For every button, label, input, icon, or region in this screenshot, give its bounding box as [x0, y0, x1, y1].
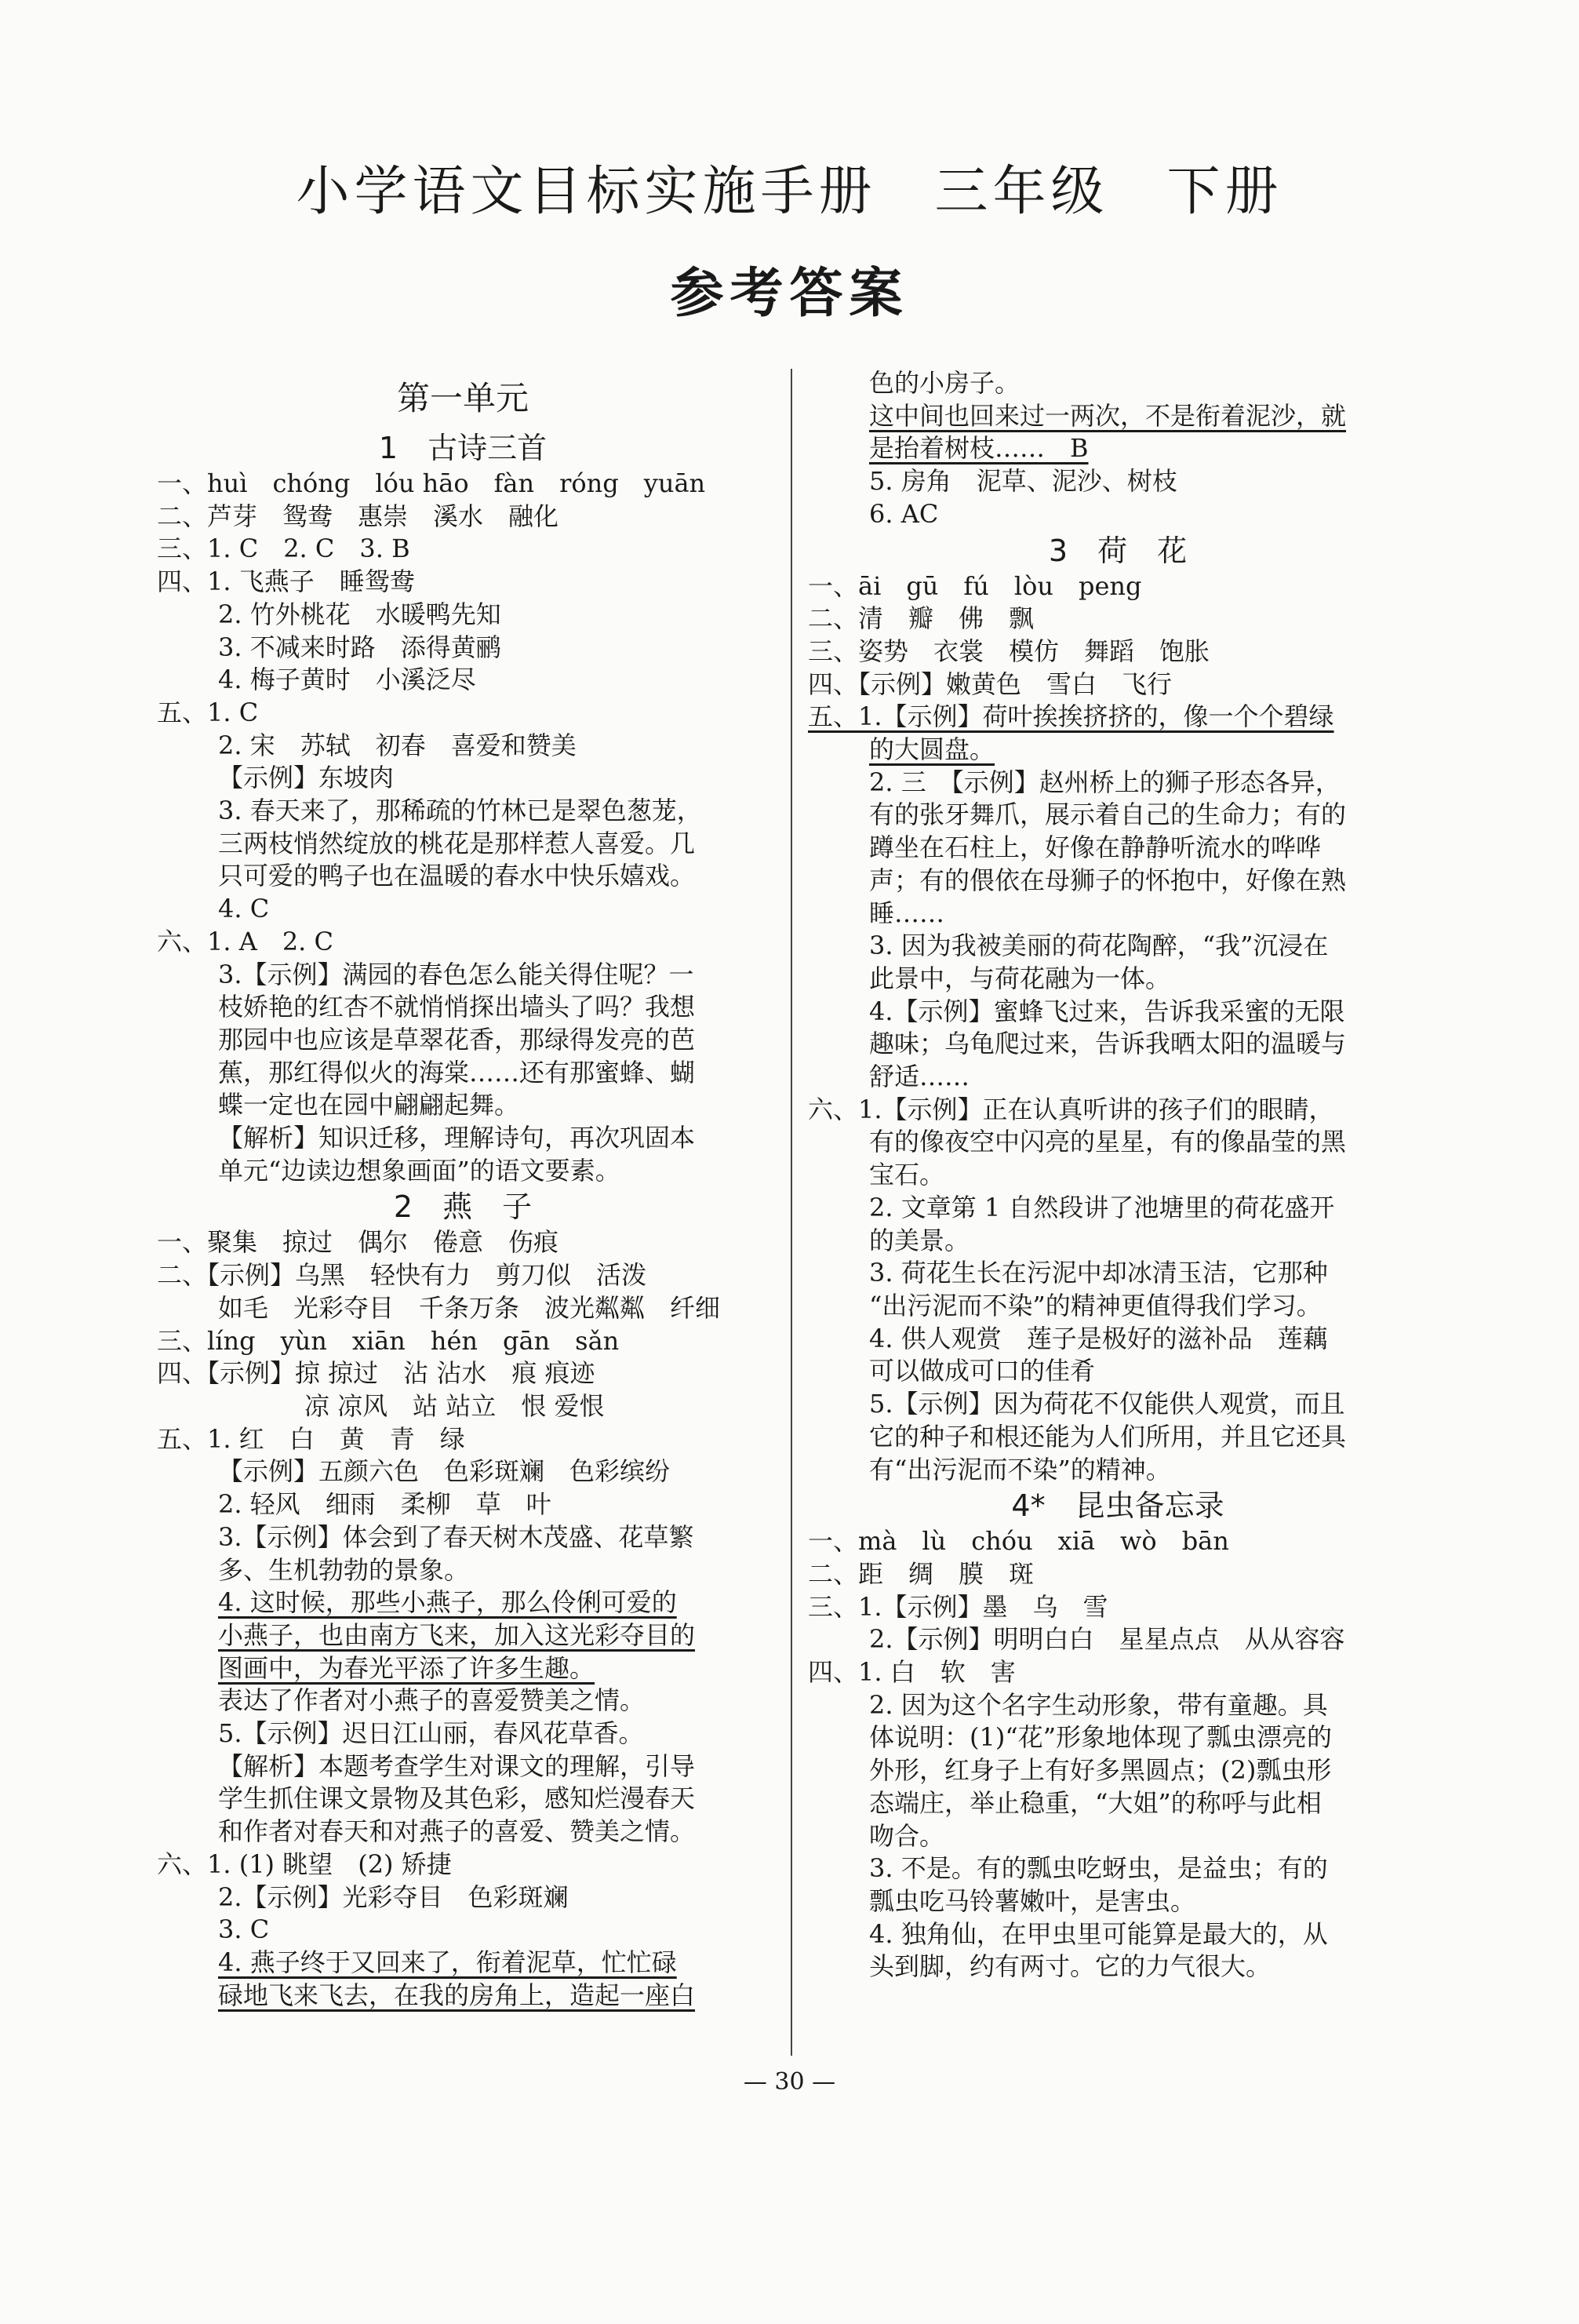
answer-line: 四、【示例】嫩黄色 雪白 飞行	[808, 668, 1173, 699]
answer-line: 睡……	[869, 898, 945, 928]
answer-line: 三两枝悄然绽放的桃花是那样惹人喜爱。几	[218, 828, 696, 858]
answer-line: 有“出污泥而不染”的精神。	[869, 1454, 1171, 1484]
answer-line: 4. 梅子黄时 小溪泛尽	[218, 665, 476, 695]
lesson-2-title: 2 燕 子	[393, 1189, 533, 1225]
answer-line-underlined: 的大圆盘。	[869, 734, 995, 765]
answer-line: 3. 春天来了，那稀疏的竹林已是翠色葱茏，	[218, 796, 702, 826]
answer-line: 三、姿势 衣裳 模仿 舞蹈 饱胀	[808, 636, 1210, 666]
answer-line: 2.【示例】明明白白 星星点点 从从容容	[869, 1624, 1345, 1655]
answer-line: 蕉，那红得似火的海棠……还有那蜜蜂、蝴	[218, 1057, 696, 1087]
answer-line: 一、huì chóng lóu hāo fàn róng yuān	[157, 468, 706, 498]
answer-line: 凉 凉风 站 站立 恨 爱恨	[304, 1390, 605, 1421]
answer-line: 它的种子和根还能为人们所用，并且它还具	[869, 1421, 1347, 1452]
left-column	[157, 367, 769, 2012]
answer-line: 六、1. (1) 眺望 (2) 矫捷	[157, 1849, 452, 1879]
answer-line: 4. 供人观赏 莲子是极好的滋补品 莲藕	[869, 1323, 1328, 1353]
answer-line: 吻合。	[869, 1820, 945, 1851]
answer-line: 2. 轻风 细雨 柔柳 草 叶	[218, 1489, 551, 1520]
answer-line: 4.【示例】蜜蜂飞过来，告诉我采蜜的无限	[869, 996, 1345, 1026]
answer-line: 六、1.【示例】正在认真听讲的孩子们的眼睛，	[808, 1094, 1334, 1124]
answer-line: 声；有的偎依在母狮子的怀抱中，好像在熟	[869, 865, 1347, 895]
lesson-1-title: 1 古诗三首	[378, 431, 548, 465]
answer-line: 舒适……	[869, 1062, 970, 1092]
answer-line: 三、1.【示例】墨 乌 雪	[808, 1591, 1108, 1622]
answer-line-underlined: 图画中，为春光平添了许多生趣。	[218, 1652, 595, 1683]
lesson-3-title: 3 荷 花	[1048, 533, 1188, 568]
answer-line: 枝娇艳的红杏不就悄悄探出墙头了吗？我想	[218, 992, 696, 1022]
answer-line: 五、1. C	[157, 697, 259, 727]
answer-line-underlined: 五、1.【示例】荷叶挨挨挤挤的，像一个个碧绿	[808, 701, 1334, 732]
answer-line: 2. 竹外桃花 水暖鸭先知	[218, 599, 501, 629]
answer-line: 3. 不是。有的瓢虫吃蚜虫，是益虫；有的	[869, 1853, 1328, 1884]
answer-line: 有的张牙舞爪，展示着自己的生命力；有的	[869, 800, 1347, 830]
answer-line: 头到脚，约有两寸。它的力气很大。	[869, 1951, 1272, 1982]
answer-line: 2. 三 【示例】赵州桥上的狮子形态各异，	[869, 767, 1341, 797]
page-subtitle: 参考答案	[670, 263, 909, 325]
answer-line: 只可爱的鸭子也在温暖的春水中快乐嬉戏。	[218, 861, 696, 891]
answer-line: 四、1. 飞燕子 睡鸳鸯	[157, 566, 415, 597]
answer-line: 【示例】东坡肉	[218, 763, 395, 793]
answer-line: 四、1. 白 软 害	[808, 1657, 1016, 1688]
answer-line: 有的像夜空中闪亮的星星，有的像晶莹的黑	[869, 1127, 1347, 1157]
answer-line: 的美景。	[869, 1225, 970, 1255]
answer-line: 二、清 瓣 佛 飘	[808, 603, 1035, 634]
answer-line: 一、mà lù chóu xiā wò bān	[808, 1526, 1229, 1557]
answer-line-underlined: 是抬着树枝…… B	[869, 433, 1089, 464]
answer-line: 3. 不减来时路 添得黄鹂	[218, 632, 501, 662]
answer-line: 二、【示例】乌黑 轻快有力 剪刀似 活泼	[157, 1260, 647, 1291]
answer-line-underlined: 小燕子，也由南方飞来，加入这光彩夺目的	[218, 1619, 696, 1650]
answer-line: 3.【示例】满园的春色怎么能关得住呢？一	[218, 959, 694, 989]
answer-line: 5. 房角 泥草、泥沙、树枝	[869, 466, 1177, 497]
answer-line: 3. C	[218, 1914, 270, 1945]
answer-line: 5.【示例】因为荷花不仅能供人观赏，而且	[869, 1389, 1345, 1419]
answer-line: 2. 因为这个名字生动形象，带有童趣。具	[869, 1689, 1328, 1720]
answer-line: 一、聚集 掠过 偶尔 倦意 伤痕	[157, 1227, 559, 1258]
answer-line: 【解析】知识迁移，理解诗句，再次巩固本	[218, 1123, 696, 1153]
unit-heading: 第一单元	[396, 379, 529, 417]
answer-line: 2. 宋 苏轼 初春 喜爱和赞美	[218, 730, 577, 760]
answer-line: 3. 因为我被美丽的荷花陶醉，“我”沉浸在	[869, 931, 1329, 961]
answer-line: 2.【示例】光彩夺目 色彩斑斓	[218, 1881, 569, 1912]
answer-line: 蝶一定也在园中翩翩起舞。	[218, 1090, 520, 1120]
answer-line: 二、距 绸 膜 斑	[808, 1558, 1035, 1589]
answer-line: 五、1. 红 白 黄 青 绿	[157, 1423, 465, 1454]
answer-line: 可以做成可口的佳肴	[869, 1356, 1096, 1386]
answer-line: 学生抓住课文景物及其色彩，感知烂漫春天	[218, 1783, 696, 1814]
answer-line: 4. C	[218, 894, 270, 924]
answer-line: 4. 独角仙，在甲虫里可能算是最大的，从	[869, 1918, 1328, 1949]
answer-line: 表达了作者对小燕子的喜爱赞美之情。	[218, 1685, 646, 1716]
answer-line: 一、āi gū fú lòu peng	[808, 570, 1142, 601]
answer-line: 如毛 光彩夺目 千条万条 波光粼粼 纤细	[218, 1292, 721, 1323]
answer-line: 四、【示例】掠 掠过 沾 沾水 痕 痕迹	[157, 1358, 595, 1389]
answer-line: 蹲坐在石柱上，好像在静静听流水的哗哗	[869, 832, 1322, 863]
answer-line: 三、1. C 2. C 3. B	[157, 534, 410, 564]
right-column	[808, 367, 1428, 1983]
answer-line: 二、芦芽 鸳鸯 惠崇 溪水 融化	[157, 501, 559, 531]
answer-line-underlined: 碌地飞来飞去，在我的房角上，造起一座白	[218, 1980, 696, 2010]
answer-line: 趣味；乌龟爬过来，告诉我晒太阳的温暖与	[869, 1029, 1347, 1059]
answer-line: 宝石。	[869, 1160, 945, 1190]
answer-line-underlined: 4. 燕子终于又回来了，衔着泥草，忙忙碌	[218, 1947, 677, 1977]
answer-line: 5.【示例】迟日江山丽，春风花草香。	[218, 1718, 644, 1749]
answer-line: 体说明：(1)“花”形象地体现了瓢虫漂亮的	[869, 1722, 1333, 1753]
answer-line: 【示例】五颜六色 色彩斑斓 色彩缤纷	[218, 1456, 671, 1487]
page-number: — 30 —	[743, 2068, 836, 2096]
page-title: 小学语文目标实施手册 三年级 下册	[296, 161, 1283, 223]
lesson-4-title: 4* 昆虫备忘录	[1011, 1488, 1224, 1524]
answer-line: 此景中，与荷花融为一体。	[869, 963, 1171, 993]
answer-line-underlined: 这中间也回来过一两次，不是衔着泥沙，就	[869, 400, 1347, 431]
answer-line: 2. 文章第 1 自然段讲了池塘里的荷花盛开	[869, 1192, 1335, 1222]
answer-line: 单元“边读边想象画面”的语文要素。	[218, 1155, 620, 1186]
answer-line: 6. AC	[869, 498, 939, 529]
answer-line-underlined: 4. 这时候，那些小燕子，那么伶俐可爱的	[218, 1587, 677, 1618]
answer-line: 【解析】本题考查学生对课文的理解，引导	[218, 1750, 696, 1781]
answer-line: 多、生机勃勃的景象。	[218, 1554, 470, 1585]
answer-line: 和作者对春天和对燕子的喜爱、赞美之情。	[218, 1816, 696, 1847]
answer-line: 外形，红身子上有好多黑圆点；(2)瓢虫形	[869, 1755, 1332, 1786]
title-block	[0, 157, 1579, 330]
answer-line: 三、líng yùn xiān hén gān sǎn	[157, 1325, 620, 1356]
answer-line: “出污泥而不染”的精神更值得我们学习。	[869, 1290, 1322, 1320]
column-divider	[791, 369, 792, 2056]
answer-line: 六、1. A 2. C	[157, 926, 334, 956]
answer-line: 瓢虫吃马铃薯嫩叶，是害虫。	[869, 1885, 1196, 1916]
answer-line: 那园中也应该是草翠花香，那绿得发亮的芭	[218, 1024, 696, 1055]
answer-line: 色的小房子。	[869, 368, 1021, 398]
answer-line: 3. 荷花生长在污泥中却冰清玉洁，它那种	[869, 1258, 1328, 1288]
answer-line: 3.【示例】体会到了春天树木茂盛、花草繁	[218, 1521, 694, 1552]
answer-line: 态端庄，举止稳重，“大姐”的称呼与此相	[869, 1787, 1322, 1818]
